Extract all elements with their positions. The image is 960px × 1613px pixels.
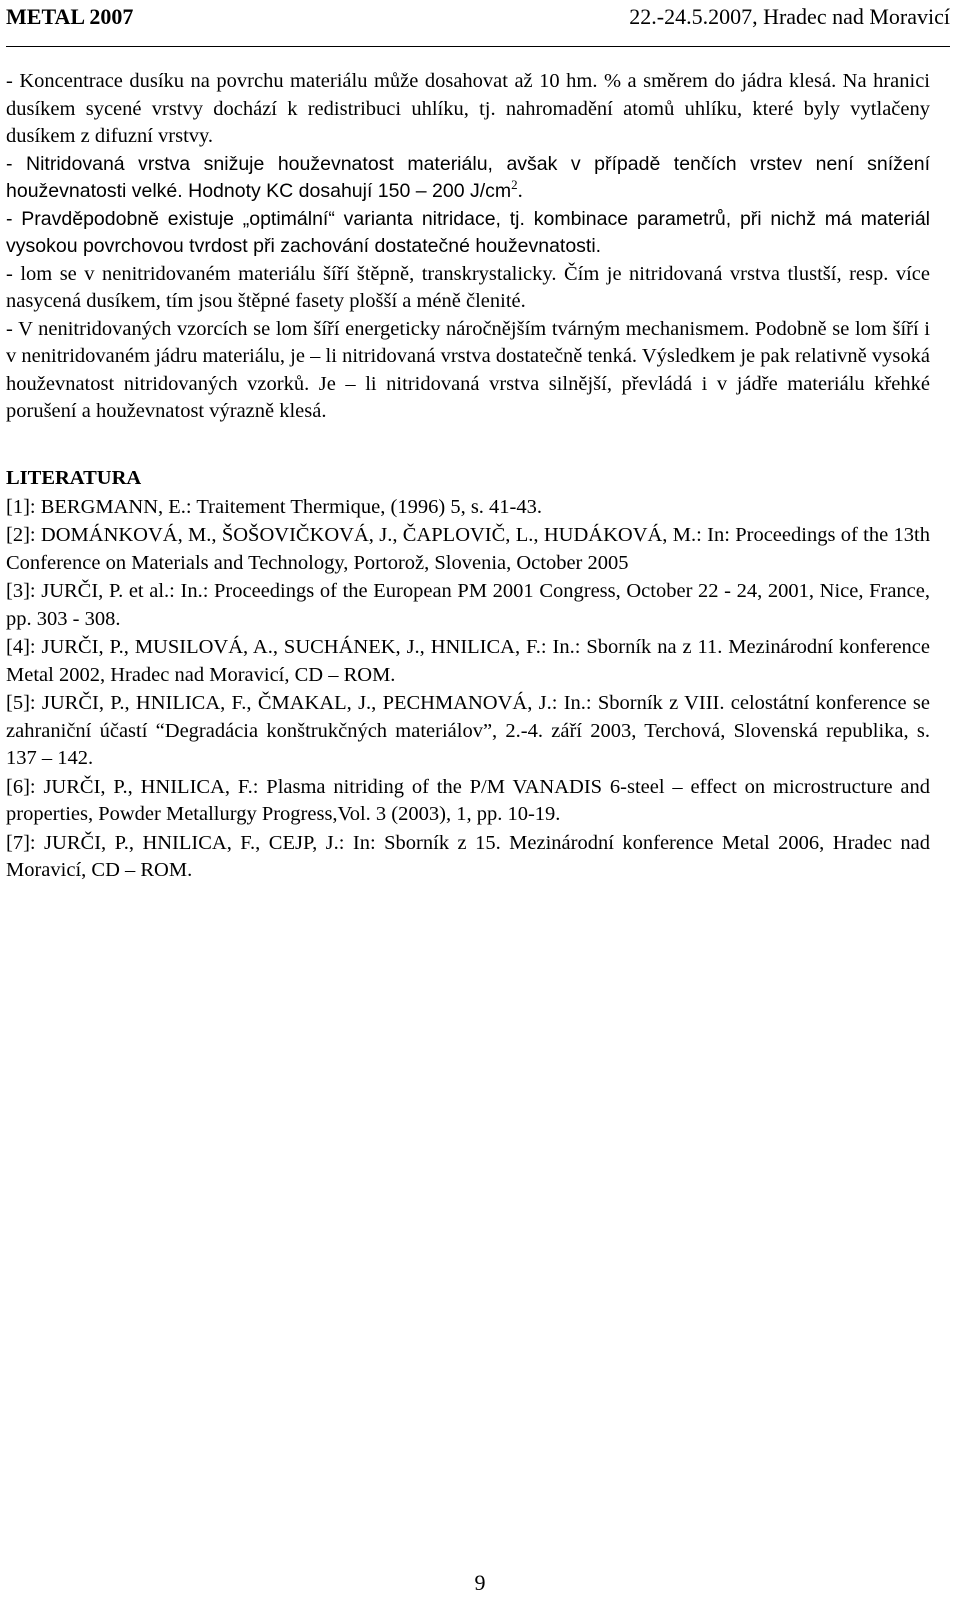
paragraph-3 bbox=[6, 206, 930, 261]
reference-item: [2]: DOMÁNKOVÁ, M., ŠOŠOVIČKOVÁ, J., ČAPLOVIČ, L., HUDÁKOVÁ, M.: In: Proceedings of the 13th Conference on Materials and Technology, Portorož, Slovenia, October 2005 bbox=[6, 524, 930, 574]
reference-item: [6]: JURČI, P., HNILICA, F.: Plasma nitriding of the P/M VANADIS 6-steel – effect on microstructure and properties, Powder Metallurgy Progress,Vol. 3 (2003), 1, pp. 10-19. bbox=[6, 775, 930, 825]
paragraph-2 bbox=[6, 151, 930, 206]
paragraph-5 bbox=[6, 316, 930, 426]
paragraph-4 bbox=[6, 261, 930, 316]
paragraph-text: - Nitridovaná vrstva snižuje houževnatost materiálu, avšak v případě tenčích vrstev není snížení houževnatosti velké. Hodnoty KC dosahují 150 – 200 J/cm bbox=[6, 152, 930, 202]
reference-list bbox=[6, 494, 930, 885]
paragraph-text: - lom se v nenitridovaném materiálu šíří štěpně, transkrystalicky. Čím je nitridovaná vrstva tlustší, resp. více nasycená dusíkem, tím jsou štěpné fasety plošší a méně členité. bbox=[6, 262, 930, 312]
reference-item: [1]: BERGMANN, E.: Traitement Thermique, (1996) 5, s. 41-43. bbox=[6, 495, 542, 518]
paragraph-text: - Pravděpodobně existuje „optimální“ varianta nitridace, tj. kombinace parametrů, při nichž má materiál vysokou povrchovou tvrdost při zachování dostatečné houževnatosti. bbox=[6, 207, 930, 257]
paragraph-text: - V nenitridovaných vzorcích se lom šíří energeticky náročnějším tvárným mechanismem. Podobně se lom šíří i v nenitridovaném jádru materiálu, je – li nitridovaná vrstva dostatečně tenká. Výsledkem je pak relativně vysoká houževnatost nitridovaných vzorků. Je – li nitridovaná vrstva silnější, převládá i v jádře materiálu křehké porušení a houževnatost výrazně klesá. bbox=[6, 317, 930, 422]
reference-item: [4]: JURČI, P., MUSILOVÁ, A., SUCHÁNEK, J., HNILICA, F.: In.: Sborník na z 11. Mezinárodní konference Metal 2002, Hradec nad Moravicí, CD – ROM. bbox=[6, 636, 930, 686]
conference-name: METAL 2007 bbox=[6, 4, 134, 29]
running-header bbox=[6, 2, 950, 47]
reference-item: [7]: JURČI, P., HNILICA, F., CEJP, J.: In: Sborník z 15. Mezinárodní konference Metal 2006, Hradec nad Moravicí, CD – ROM. bbox=[6, 831, 930, 881]
paragraph-text: - Koncentrace dusíku na povrchu materiálu může dosahovat až 10 hm. % a směrem do jádra klesá. Na hranici dusíkem sycené vrstvy dochází k redistribuci uhlíku, tj. nahromadění atomů uhlíku, které byly vytlačeny dusíkem z difuzní vrstvy. bbox=[6, 70, 930, 147]
paragraph-text-end: . bbox=[517, 180, 523, 202]
reference-item: [5]: JURČI, P., HNILICA, F., ČMAKAL, J., PECHMANOVÁ, J.: In.: Sborník z VIII. celostátní konference se zahraniční účastí “Degradácia konštrukčných materiálov”, 2.-4. září 2003, Terchová, Slovenská republika, s. 137 – 142. bbox=[6, 692, 930, 769]
conference-date-place: 22.-24.5.2007, Hradec nad Moravicí bbox=[629, 4, 950, 29]
reference-item: [3]: JURČI, P. et al.: In.: Proceedings of the European PM 2001 Congress, October 22 - 24, 2001, Nice, France, pp. 303 - 308. bbox=[6, 580, 930, 630]
literature-heading: LITERATURA bbox=[6, 466, 142, 489]
page-number: 9 bbox=[474, 1570, 486, 1595]
page-body bbox=[6, 68, 930, 886]
paragraph-1 bbox=[6, 68, 930, 151]
superscript: 2 bbox=[511, 177, 518, 193]
